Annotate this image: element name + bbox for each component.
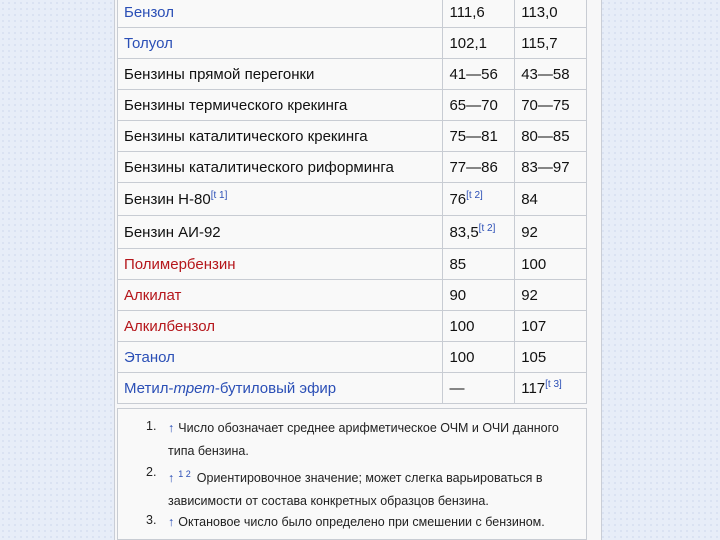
footnote-ref[interactable]: [t 1] — [210, 189, 228, 201]
value-cell: 80—85 — [515, 121, 587, 152]
value-cell: 41—56 — [443, 59, 515, 90]
value-cell: 90 — [443, 280, 515, 311]
table-row — [118, 0, 587, 28]
back-arrow-icon: ↑ — [168, 471, 175, 486]
value-cell: 107 — [515, 311, 587, 342]
value-cell: 105 — [515, 342, 587, 373]
footnote-ref[interactable]: [t 2] — [466, 189, 483, 201]
footnote-text: Ориентировочное значение; может слегка варьироваться в зависимости от состава конкретных образцов бензина. — [168, 471, 543, 509]
compound-link[interactable]: Алкилат — [124, 286, 182, 304]
value-cell: 100 — [515, 249, 587, 280]
fuel-name: Бензины каталитического крекинга — [118, 121, 443, 152]
table-row — [118, 59, 587, 90]
table-row — [118, 311, 587, 342]
table-row — [118, 28, 587, 59]
footnote-number: 2. — [146, 465, 157, 479]
value-cell: 113,0 — [515, 0, 587, 28]
compound-link[interactable]: Алкилбензол — [124, 317, 215, 335]
compound-link[interactable]: Толуол — [124, 34, 173, 52]
footnote-text: Число обозначает среднее арифметическое ОЧМ и ОЧИ данного типа бензина. — [168, 421, 559, 458]
compound-link[interactable]: Полимербензин — [124, 255, 236, 273]
value-cell: 83—97 — [515, 152, 587, 183]
value-cell: 100 — [443, 342, 515, 373]
value-cell: 77—86 — [443, 152, 515, 183]
fuel-name: Бензины термического крекинга — [118, 90, 443, 121]
footnote-text: Октановое число было определено при смешении с бензином. — [178, 515, 545, 529]
value-cell: 117 — [521, 379, 546, 397]
fuel-name: Бензины прямой перегонки — [118, 59, 443, 90]
table-row — [118, 121, 587, 152]
value-cell: 92 — [515, 280, 587, 311]
compound-link[interactable]: Этанол — [124, 348, 175, 366]
value-cell: 70—75 — [515, 90, 587, 121]
value-cell: — — [443, 373, 515, 404]
value-cell: 84 — [515, 183, 587, 216]
table-row — [118, 152, 587, 183]
value-cell: 76 — [449, 190, 467, 208]
table-row — [118, 373, 587, 404]
footnote-number: 1. — [146, 419, 157, 433]
footnotes-box — [117, 408, 587, 540]
value-cell: 92 — [515, 216, 587, 249]
article-page — [114, 0, 602, 540]
value-cell: 65—70 — [443, 90, 515, 121]
value-cell: 85 — [443, 249, 515, 280]
footnote-ref[interactable]: [t 2] — [478, 222, 496, 234]
table-row — [118, 280, 587, 311]
fuel-name: Бензины каталитического риформинга — [118, 152, 443, 183]
table-row — [118, 216, 587, 249]
value-cell: 100 — [443, 311, 515, 342]
fuel-name: Бензин Н-80 — [124, 190, 211, 208]
compound-link[interactable]: Бензол — [124, 3, 174, 21]
table-row — [118, 90, 587, 121]
footnote-number: 3. — [146, 513, 157, 527]
octane-table — [117, 0, 587, 404]
value-cell: 111,6 — [443, 0, 515, 28]
value-cell: 102,1 — [443, 28, 515, 59]
backlink-letters[interactable]: 1 2 — [178, 469, 191, 479]
value-cell: 83,5 — [449, 223, 479, 241]
value-cell: 115,7 — [515, 28, 587, 59]
value-cell: 43—58 — [515, 59, 587, 90]
table-row — [118, 249, 587, 280]
compound-link[interactable]: Метил-трет-бутиловый эфир — [124, 379, 337, 397]
table-row — [118, 183, 587, 216]
fuel-name: Бензин АИ-92 — [118, 216, 443, 249]
value-cell: 75—81 — [443, 121, 515, 152]
back-arrow-link[interactable]: ↑ — [168, 421, 175, 435]
back-arrow-link[interactable]: ↑ — [168, 515, 175, 529]
footnote-ref[interactable]: [t 3] — [545, 378, 562, 390]
table-row — [118, 342, 587, 373]
